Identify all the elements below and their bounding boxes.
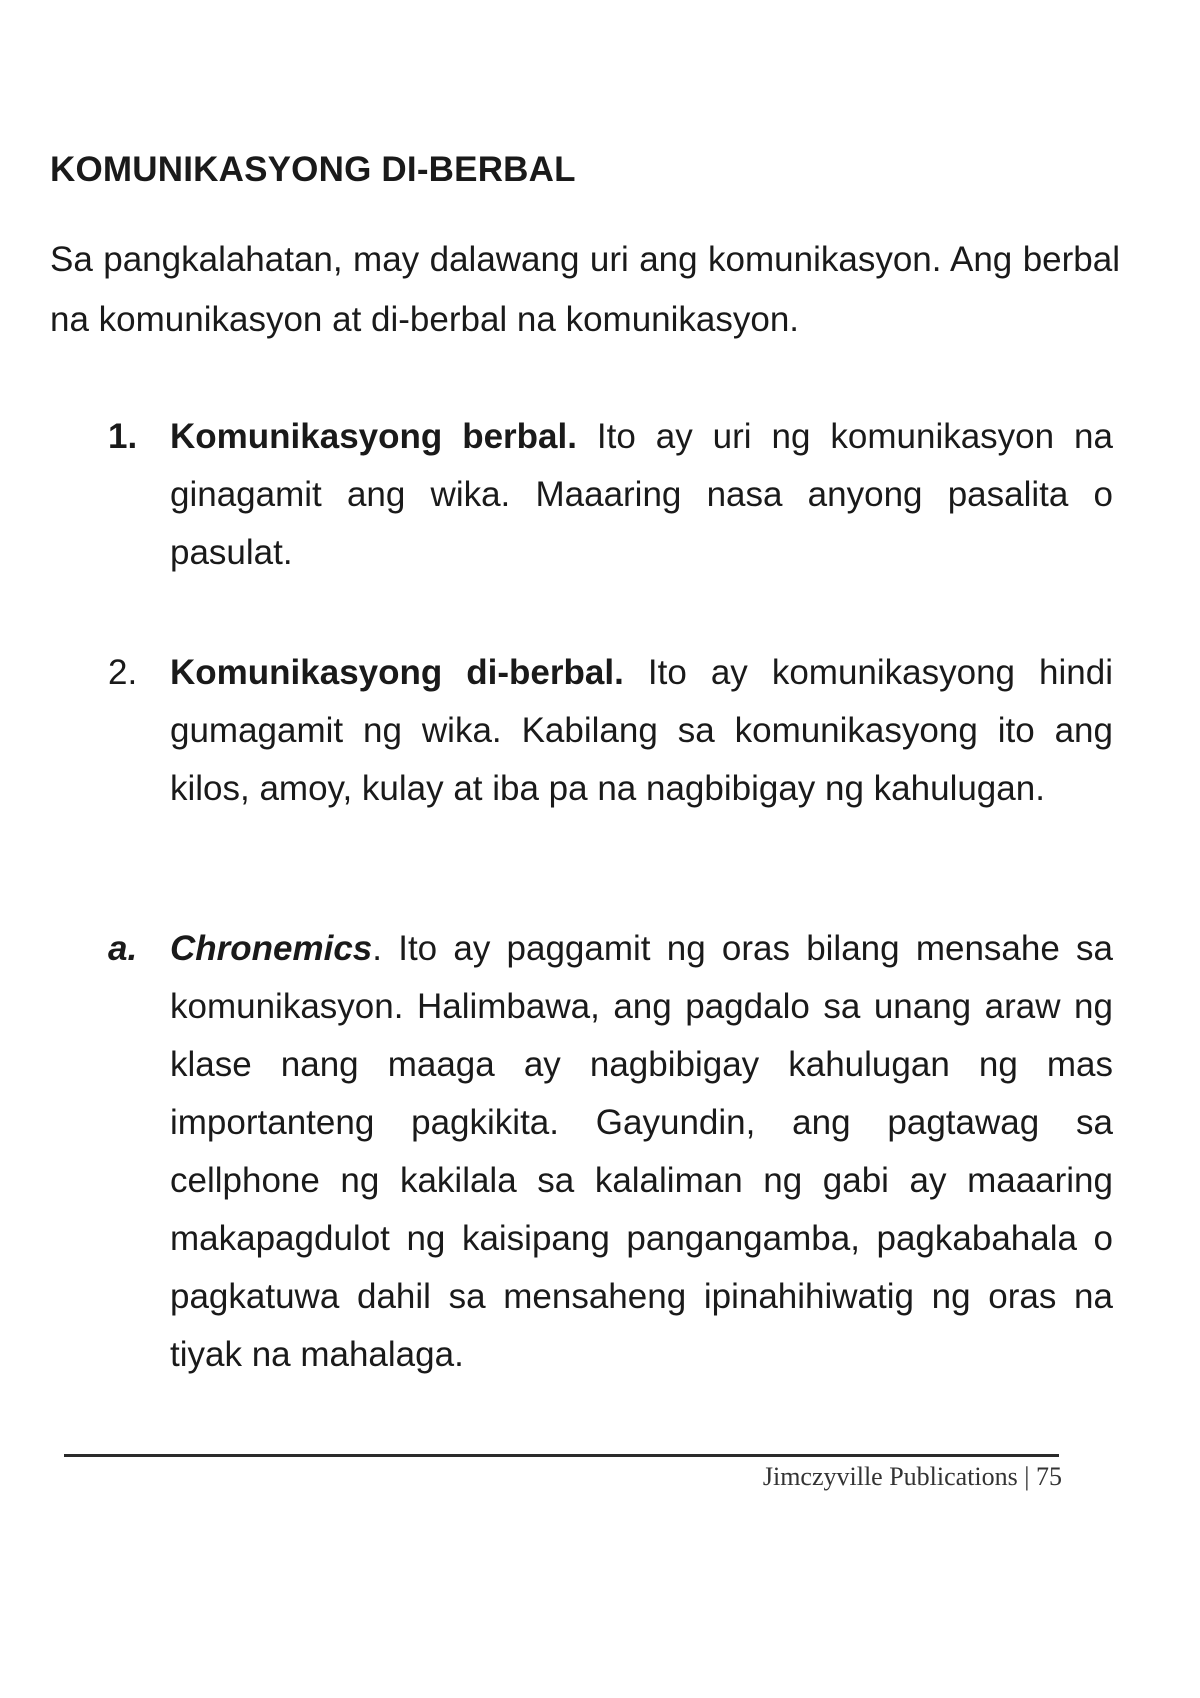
list-item-body	[170, 408, 1113, 582]
list-marker: a.	[108, 929, 138, 968]
term-description: . Ito ay paggamit ng oras bilang mensahe sa komunikasyon. Halimbawa, ang pagdalo sa unang araw ng klase nang maaga ay nagbibigay kahulugan ng mas importanteng pagkikita. Gayundin, ang pagtawag sa cellphone ng kakilala sa kalaliman ng gabi ay maaaring makapagdulot ng kaisipang pangangamba, pagkabahala o pagkatuwa dahil sa mensaheng ipinahihiwatig ng oras na tiyak na mahalaga.	[170, 929, 1113, 1374]
list-item-nonverbal	[108, 644, 1113, 818]
term-description: Ito ay uri ng komunikasyon na ginagamit ang wika. Maaaring nasa anyong pasalita o pasulat.	[170, 417, 1113, 572]
page-number: 75	[1036, 1462, 1062, 1491]
publisher-name: Jimczyville Publications	[762, 1462, 1018, 1491]
footer-separator: |	[1024, 1462, 1030, 1491]
list-item-body	[170, 920, 1113, 1384]
page-footer	[763, 1462, 1062, 1492]
term-label: Komunikasyong berbal.	[170, 417, 577, 456]
list-item-chronemics	[108, 920, 1113, 1384]
intro-paragraph: Sa pangkalahatan, may dalawang uri ang komunikasyon. Ang berbal na komunikasyon at di-berbal na komunikasyon.	[50, 240, 1120, 339]
footer-divider	[64, 1454, 1059, 1457]
list-marker: 1.	[108, 417, 138, 456]
section-heading: KOMUNIKASYONG DI-BERBAL	[50, 150, 576, 189]
list-item-body	[170, 644, 1113, 818]
list-marker: 2.	[108, 653, 138, 692]
term-description: Ito ay komunikasyong hindi gumagamit ng wika. Kabilang sa komunikasyong ito ang kilos, amoy, kulay at iba pa na nagbibigay ng kahulugan.	[170, 653, 1114, 808]
list-item-verbal	[108, 408, 1113, 582]
term-label: Chronemics	[170, 929, 373, 968]
term-label: Komunikasyong di-berbal.	[170, 653, 624, 692]
